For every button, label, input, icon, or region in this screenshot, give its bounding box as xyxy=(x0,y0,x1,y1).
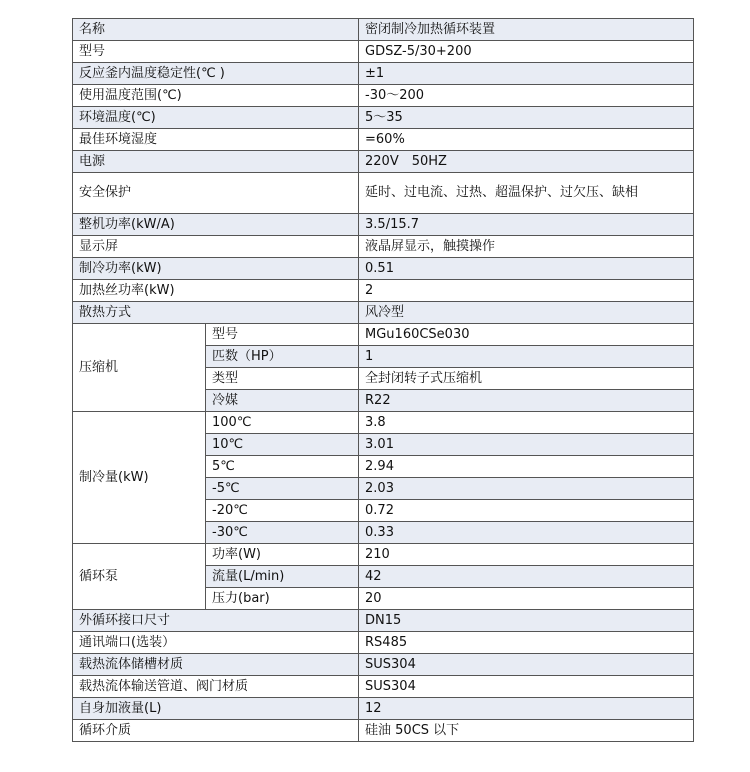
row-value: R22 xyxy=(359,390,694,412)
table-row xyxy=(73,412,694,434)
row-value: 0.33 xyxy=(359,522,694,544)
table-row xyxy=(73,324,694,346)
table-row xyxy=(73,544,694,566)
row-label: 整机功率(kW/A) xyxy=(73,214,359,236)
table-row xyxy=(73,698,694,720)
row-label: 外循环接口尺寸 xyxy=(73,610,359,632)
table-row xyxy=(73,258,694,280)
row-value: 42 xyxy=(359,566,694,588)
row-label: 10℃ xyxy=(206,434,359,456)
row-value: SUS304 xyxy=(359,676,694,698)
row-label: 功率(W) xyxy=(206,544,359,566)
table-row xyxy=(73,302,694,324)
row-value: 硅油 50CS 以下 xyxy=(359,720,694,742)
row-value: ±1 xyxy=(359,63,694,85)
pump-group-label: 循环泵 xyxy=(73,544,206,610)
row-label: -5℃ xyxy=(206,478,359,500)
row-label: 压力(bar) xyxy=(206,588,359,610)
table-row xyxy=(73,41,694,63)
row-label: 加热丝功率(kW) xyxy=(73,280,359,302)
row-value: 210 xyxy=(359,544,694,566)
row-label: 流量(L/min) xyxy=(206,566,359,588)
row-label: 冷媒 xyxy=(206,390,359,412)
row-value: 密闭制冷加热循环装置 xyxy=(359,19,694,41)
table-row xyxy=(73,63,694,85)
row-value: 液晶屏显示，触摸操作 xyxy=(359,236,694,258)
table-row xyxy=(73,280,694,302)
cooling-group-label: 制冷量(kW) xyxy=(73,412,206,544)
row-label: 通讯端口(选装） xyxy=(73,632,359,654)
row-value: 3.8 xyxy=(359,412,694,434)
row-value: 3.5/15.7 xyxy=(359,214,694,236)
row-value: 2.94 xyxy=(359,456,694,478)
row-value: 5～35 xyxy=(359,107,694,129)
row-value: =60% xyxy=(359,129,694,151)
row-value: 220V 50HZ xyxy=(359,151,694,173)
row-label: 使用温度范围(℃) xyxy=(73,85,359,107)
row-label: 最佳环境湿度 xyxy=(73,129,359,151)
row-value: 1 xyxy=(359,346,694,368)
row-label: 环境温度(℃) xyxy=(73,107,359,129)
row-label: 循环介质 xyxy=(73,720,359,742)
row-label: 名称 xyxy=(73,19,359,41)
row-value: 20 xyxy=(359,588,694,610)
row-value: 0.72 xyxy=(359,500,694,522)
row-label: 型号 xyxy=(73,41,359,63)
row-value: 延时、过电流、过热、超温保护、过欠压、缺相 xyxy=(359,173,694,214)
row-value: 12 xyxy=(359,698,694,720)
row-label: -20℃ xyxy=(206,500,359,522)
table-row xyxy=(73,107,694,129)
table-row xyxy=(73,610,694,632)
row-value: 2 xyxy=(359,280,694,302)
spec-table xyxy=(72,18,694,742)
row-value: 2.03 xyxy=(359,478,694,500)
row-value: MGu160CSe030 xyxy=(359,324,694,346)
row-label: 散热方式 xyxy=(73,302,359,324)
row-value: SUS304 xyxy=(359,654,694,676)
table-row xyxy=(73,173,694,214)
row-value: DN15 xyxy=(359,610,694,632)
table-row xyxy=(73,151,694,173)
row-label: -30℃ xyxy=(206,522,359,544)
row-label: 5℃ xyxy=(206,456,359,478)
row-label: 显示屏 xyxy=(73,236,359,258)
row-label: 安全保护 xyxy=(73,173,359,214)
row-value: RS485 xyxy=(359,632,694,654)
table-row xyxy=(73,632,694,654)
row-value: 3.01 xyxy=(359,434,694,456)
table-row xyxy=(73,676,694,698)
row-label: 制冷功率(kW) xyxy=(73,258,359,280)
table-row xyxy=(73,19,694,41)
row-label: 匹数（HP） xyxy=(206,346,359,368)
row-label: 自身加液量(L) xyxy=(73,698,359,720)
table-row xyxy=(73,236,694,258)
table-row xyxy=(73,129,694,151)
table-row xyxy=(73,720,694,742)
row-label: 反应釜内温度稳定性(℃ ) xyxy=(73,63,359,85)
row-value: GDSZ-5/30+200 xyxy=(359,41,694,63)
row-label: 载热流体储槽材质 xyxy=(73,654,359,676)
row-value: -30～200 xyxy=(359,85,694,107)
row-label: 型号 xyxy=(206,324,359,346)
row-value: 全封闭转子式压缩机 xyxy=(359,368,694,390)
table-row xyxy=(73,85,694,107)
row-label: 100℃ xyxy=(206,412,359,434)
row-value: 风冷型 xyxy=(359,302,694,324)
table-row xyxy=(73,654,694,676)
compressor-group-label: 压缩机 xyxy=(73,324,206,412)
table-row xyxy=(73,214,694,236)
row-label: 类型 xyxy=(206,368,359,390)
row-value: 0.51 xyxy=(359,258,694,280)
row-label: 电源 xyxy=(73,151,359,173)
row-label: 载热流体输送管道、阀门材质 xyxy=(73,676,359,698)
